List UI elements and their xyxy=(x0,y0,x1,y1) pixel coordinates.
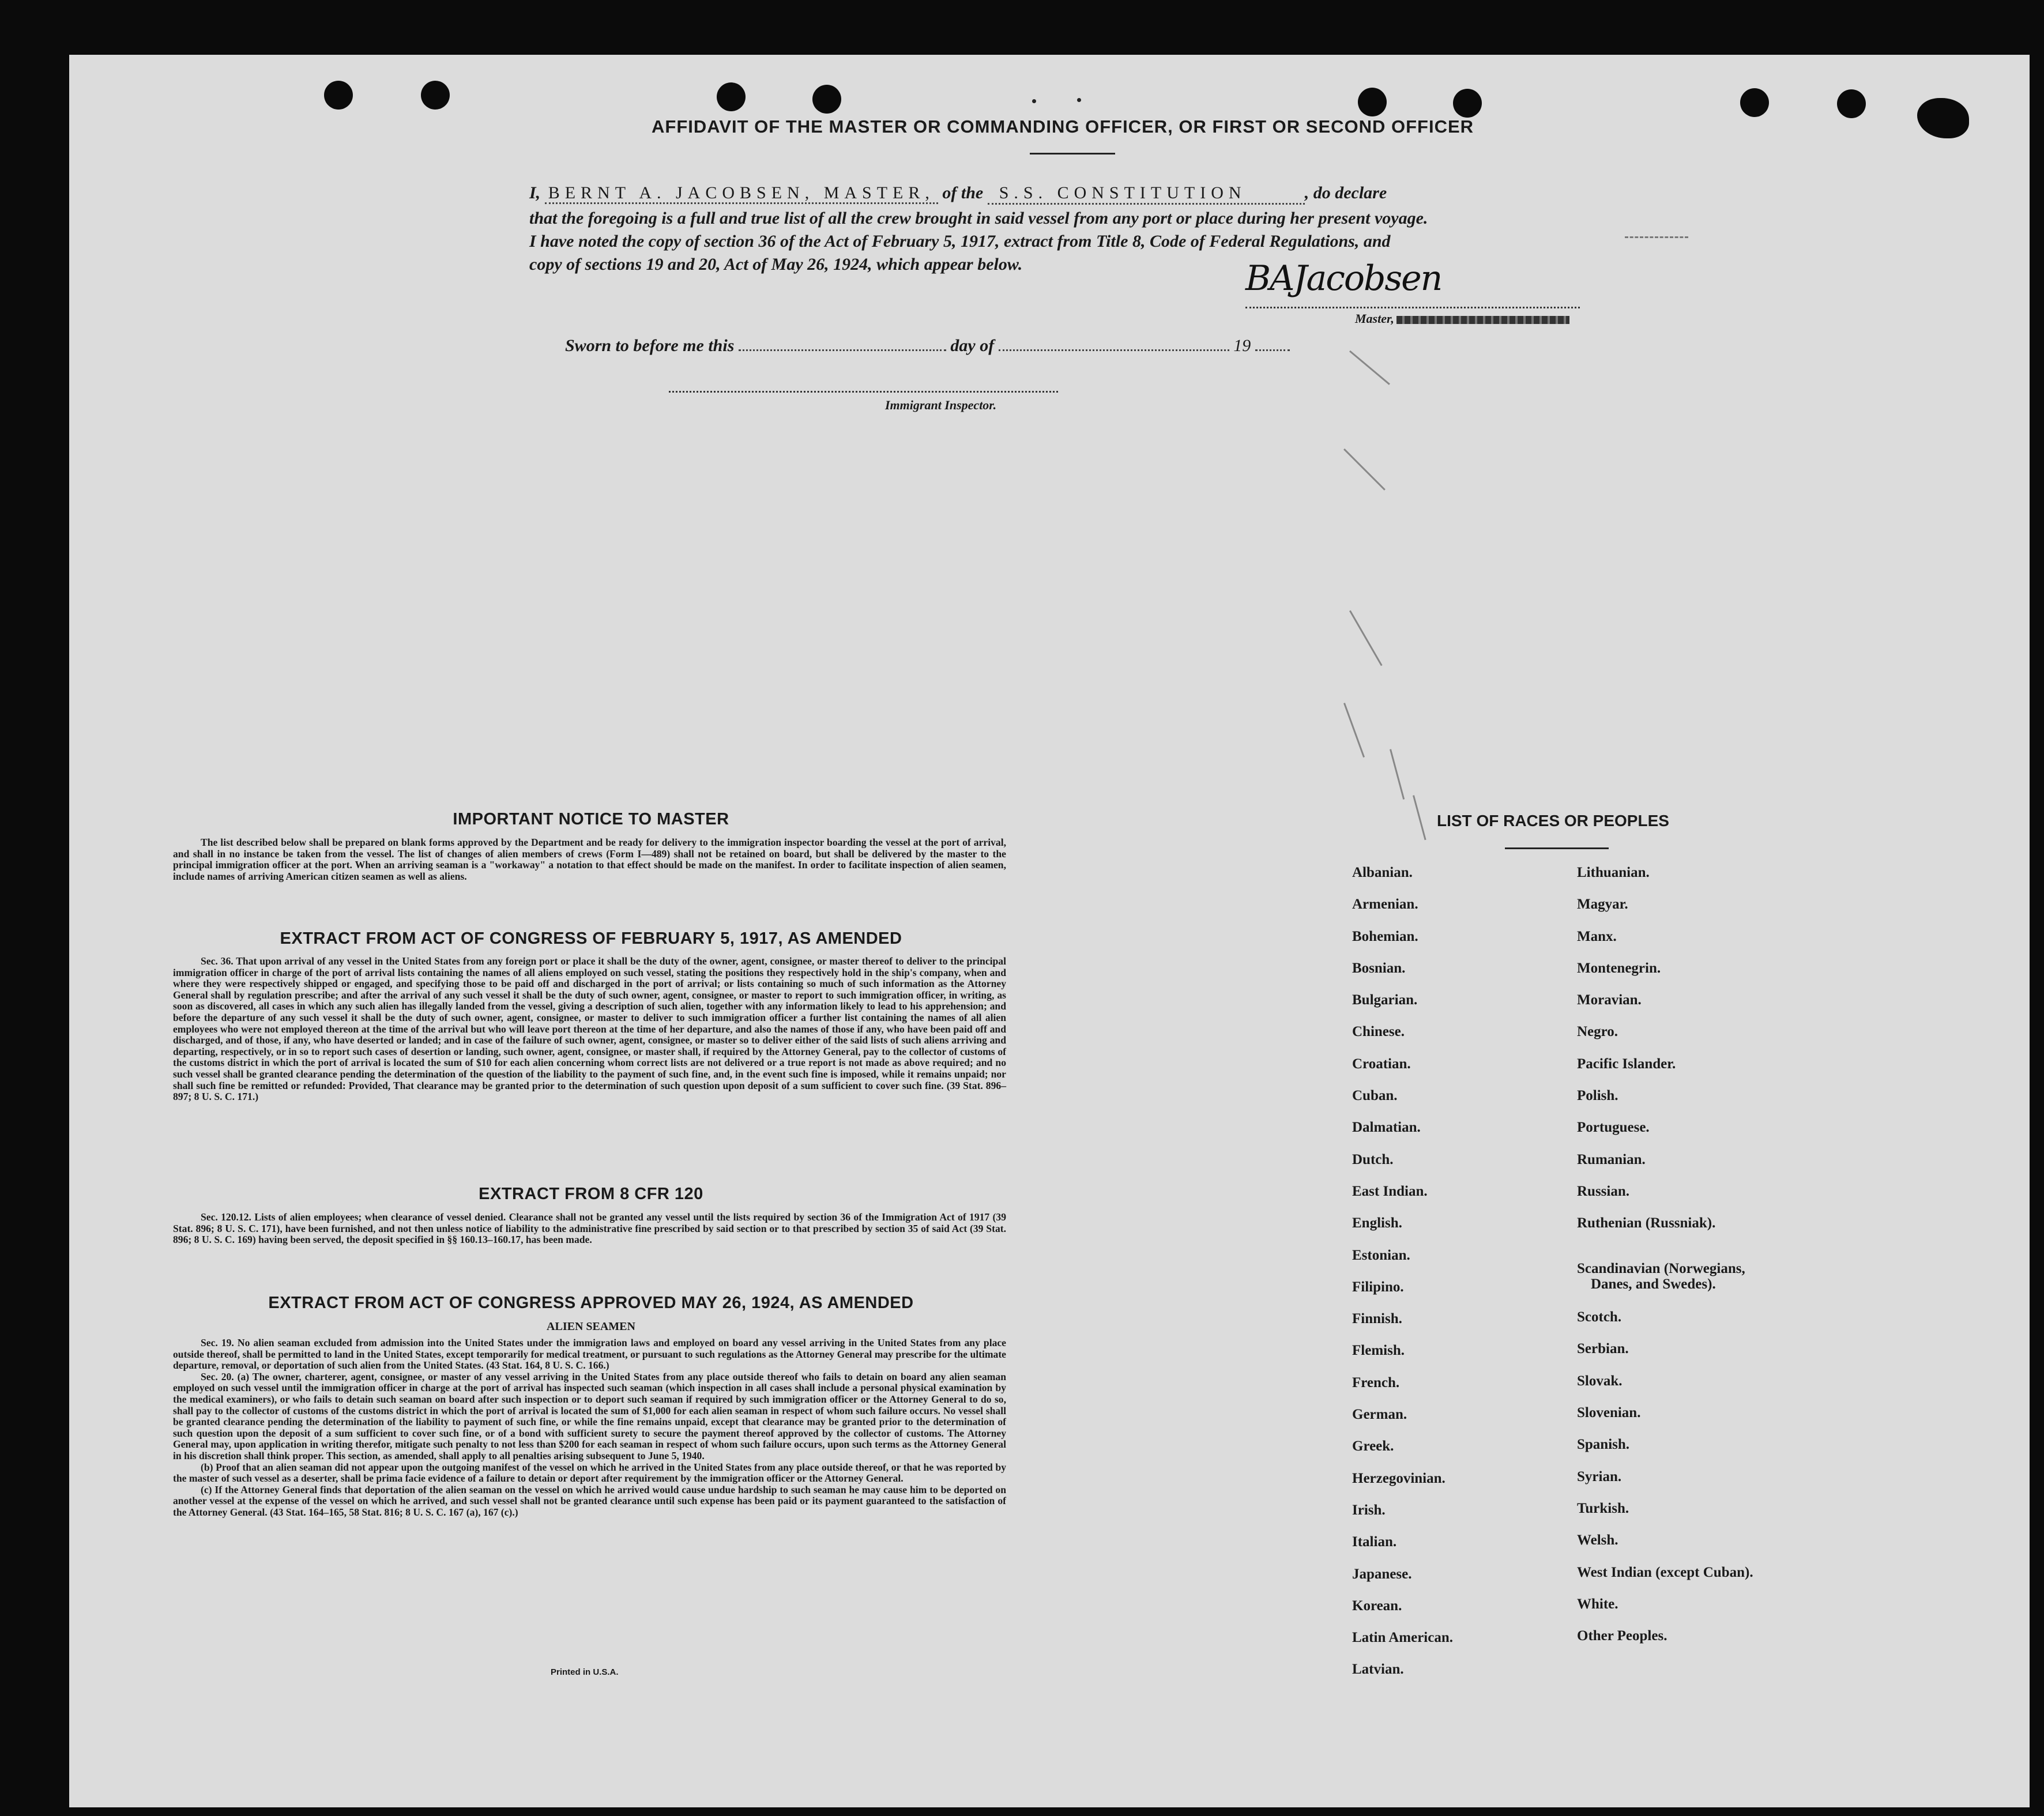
affidavit-of-the: of the xyxy=(942,183,984,202)
sworn-date-field xyxy=(739,349,946,351)
vessel-name-field: S.S. CONSTITUTION xyxy=(988,183,1305,205)
race-item: English. xyxy=(1352,1215,1402,1231)
notice-body xyxy=(173,837,1006,882)
races-title-underline xyxy=(1505,847,1609,849)
race-item: Greek. xyxy=(1352,1438,1394,1455)
section-20a-paragraph: Sec. 20. (a) The owner, charterer, agent, consignee, or master of any vessel arriving in the United States from any place outside thereof who fails to detain on board any alien seaman employed on such vessel until the immigration officer in charge at the port of arrival has inspected such seaman (which inspection in all cases shall include a personal physical examination by the medical examiners), or who fails to detain such seaman on board after such inspection or to deport such seaman if required by such immigration officer or the Attorney General to do so, shall pay to the collector of customs of the customs district in which the port of arrival is located the sum of $1,000 for each alien seaman in respect of whom such failure occurs. No vessel shall be granted clearance pending the determination of the liability to payment of such fine, or while the fine remains unpaid, except that clearance may be granted prior to the determination of such question upon the deposit of a sum sufficient to cover such fine, or of a bond with sufficient surety to secure the payment thereof approved by the collector of customs. The Attorney General may, upon application in writing therefor, mitigate such penalty to not less than $200 for each seaman in respect of whom such failure occurs, upon such terms as the Attorney General in his discretion shall think proper. This section, as amended, shall apply to all penalties arising subsequent to June 5, 1940. xyxy=(173,1370,1006,1461)
race-item: Herzegovinian. xyxy=(1352,1470,1446,1486)
races-column-1 xyxy=(1352,865,1453,1694)
race-item: Bohemian. xyxy=(1352,928,1418,944)
extract-8cfr-title: EXTRACT FROM 8 CFR 120 xyxy=(479,1185,703,1203)
race-item: East Indian. xyxy=(1352,1183,1428,1199)
race-item: Dalmatian. xyxy=(1352,1120,1421,1136)
extract-8cfr-body xyxy=(173,1212,1006,1246)
race-item: Dutch. xyxy=(1352,1151,1394,1167)
race-item: Moravian. xyxy=(1577,992,1642,1008)
race-item: Polish. xyxy=(1577,1088,1618,1104)
section-36-paragraph: Sec. 36. That upon arrival of any vessel in the United States from any foreign port or place it shall be the duty of the owner, agent, consignee, or master thereof to deliver to the principal immigration officer in charge of the port of arrival lists containing the names of all aliens employed on such vessel, stating the positions they respectively hold in the ship's company, when and where they were respectively shipped or engaged, and specifying those to be paid off and discharged in the port of arrival; or lists containing so much of such information as the Attorney General shall by regulation prescribe; and after the arrival of any such vessel it shall be the duty of such owner, agent, consignee, or master to report to such immigration officer, in writing, as soon as discovered, all cases in which any such alien has illegally landed from the vessel, giving a description of such alien, together with any information likely to lead to his apprehension; and before the departure of any such vessel it shall be the duty of such owner, agent, consignee, or master to deliver to such immigration officer a further list containing the names of all alien employees who were not employed thereon at the time of the arrival but who will leave port thereon at the time of her departure, and also the names of those if any, who have been paid off and discharged, and of those, if any, who have deserted or landed; and in case of the failure of such owner, agent, consignee, or master so to deliver either of the said lists of such aliens arriving and departing, respectively, or in so to report such cases of desertion or landing, such owner, agent, consignee, or master shall, if required by the Attorney General, pay to the collector of customs of the customs district in which the port of arrival is located the sum of $10 for each alien concerning whom correct lists are not delivered or a true report is not made as above required; and no such vessel shall be granted clearance pending the determination of the question of the liability to the payment of such fine, and, in the event such fine is imposed, while it remains unpaid; nor shall such fine be remitted or refunded: Provided, That clearance may be granted prior to the determination of such question upon deposit of a sum sufficient to cover such fine. (39 Stat. 896–897; 8 U. S. C. 171.) xyxy=(173,955,1006,1103)
race-item: Scotch. xyxy=(1577,1309,1622,1325)
signature-line xyxy=(1245,307,1580,308)
race-item: Ruthenian (Russniak). xyxy=(1577,1215,1716,1231)
affidavit-prefix: I, xyxy=(529,183,541,202)
year-label: 19 xyxy=(1233,336,1251,355)
race-item: Chinese. xyxy=(1352,1024,1405,1040)
sworn-line xyxy=(565,336,1290,356)
race-item: Spanish. xyxy=(1577,1437,1630,1453)
inspector-caption: Immigrant Inspector. xyxy=(885,398,997,412)
extract-1917-title: EXTRACT FROM ACT OF CONGRESS OF FEBRUARY 5, 1917, AS AMENDED xyxy=(280,929,902,948)
race-item: Negro. xyxy=(1577,1024,1618,1040)
affidavit-line-2: that the foregoing is a full and true list of all the crew brought in said vessel from any port or place during her present voyage. xyxy=(529,209,1428,228)
affidavit-title: AFFIDAVIT OF THE MASTER OR COMMANDING OFFICER, OR FIRST OR SECOND OFFICER xyxy=(652,116,1474,137)
punch-hole xyxy=(1740,88,1769,117)
race-item-continued: Danes, and Swedes). xyxy=(1591,1276,1716,1292)
printed-in-usa: Printed in U.S.A. xyxy=(551,1667,619,1677)
race-item: Pacific Islander. xyxy=(1577,1056,1676,1072)
ink-speck xyxy=(1032,99,1036,103)
master-name-field: BERNT A. JACOBSEN, MASTER, xyxy=(545,183,938,204)
race-item: Scandinavian (Norwegians, xyxy=(1577,1260,1745,1276)
race-item: Armenian. xyxy=(1352,896,1418,913)
punch-hole xyxy=(421,81,450,110)
master-signature: BAJacobsen xyxy=(1245,258,1442,299)
race-item: Serbian. xyxy=(1577,1341,1629,1357)
punch-hole xyxy=(1837,89,1866,118)
race-item: Bosnian. xyxy=(1352,960,1406,976)
race-item: Irish. xyxy=(1352,1502,1386,1518)
struck-out-text xyxy=(1396,316,1569,324)
race-item: Montenegrin. xyxy=(1577,960,1661,976)
section-120-12-paragraph: Sec. 120.12. Lists of alien employees; when clearance of vessel denied. Clearance shall not be granted any vessel until the lists required by section 36 of the Immigration Act of 1917 (39 Stat. 896; 8 U. S. C. 171), have been furnished, and not then unless notice of liability to the administrative fine prescribed by said section or to that prescribed by section 35 of said Act (39 Stat. 896; 8 U. S. C. 169) having been served, the deposit specified in §§ 160.13–160.17, has been made. xyxy=(173,1211,1006,1246)
section-20c-paragraph: (c) If the Attorney General finds that deportation of the alien seaman on the vessel on which he arrived would cause undue hardship to such seaman he may cause him to be deported on another vessel at the expense of the vessel on which he arrived, and such vessel shall not be granted clearance until such expense has been paid or its payment guaranteed to the satisfaction of the Attorney General. (43 Stat. 164–165, 58 Stat. 816; 8 U. S. C. 167 (a), 167 (c).) xyxy=(173,1483,1006,1518)
race-item: German. xyxy=(1352,1407,1407,1423)
extract-1924-body xyxy=(173,1337,1006,1519)
signature-caption xyxy=(1355,311,1569,326)
extract-1917-body xyxy=(173,956,1006,1103)
do-declare-text: , do declare xyxy=(1304,183,1387,202)
sworn-prefix: Sworn to before me this xyxy=(565,336,735,355)
punch-hole xyxy=(717,82,746,111)
race-item: Portuguese. xyxy=(1577,1120,1650,1136)
race-item: Russian. xyxy=(1577,1183,1630,1199)
race-item: Bulgarian. xyxy=(1352,992,1418,1008)
section-19-paragraph: Sec. 19. No alien seaman excluded from admission into the United States under the immigration laws and employed on board any vessel arriving in the United States from any place outside thereof, shall be permitted to land in the United States, except temporarily for medical treatment, or pursuant to such regulations as the Attorney General may prescribe for the ultimate departure, removal, or deportation of such alien from the United States. (43 Stat. 164, 8 U. S. C. 166.) xyxy=(173,1337,1006,1372)
punch-hole xyxy=(324,81,353,110)
race-item: Slovenian. xyxy=(1577,1405,1641,1421)
race-item: Rumanian. xyxy=(1577,1151,1646,1167)
affidavit-line-3: I have noted the copy of section 36 of the Act of February 5, 1917, extract from Title 8, Code of Federal Regulations, and xyxy=(529,232,1391,251)
inspector-signature-line xyxy=(669,391,1058,393)
master-caption: Master, xyxy=(1355,311,1394,326)
race-item: Latin American. xyxy=(1352,1630,1453,1646)
race-item: Cuban. xyxy=(1352,1088,1398,1104)
section-20b-paragraph: (b) Proof that an alien seaman did not appear upon the outgoing manifest of the vessel on which he arrived in the United States from any place outside thereof, or that he was reported by the master of such vessel as a deserter, shall be prima facie evidence of a failure to detain or deport after requirement by the immigration officer or the Attorney General. xyxy=(173,1461,1006,1485)
punch-hole xyxy=(812,85,841,114)
affidavit-line-4: copy of sections 19 and 20, Act of May 26, 1924, which appear below. xyxy=(529,255,1023,274)
race-item: Other Peoples. xyxy=(1577,1628,1667,1644)
race-item: Japanese. xyxy=(1352,1566,1412,1582)
race-item: Syrian. xyxy=(1577,1468,1622,1485)
race-item: Slovak. xyxy=(1577,1373,1623,1389)
race-item: Latvian. xyxy=(1352,1661,1404,1678)
race-item: Filipino. xyxy=(1352,1279,1404,1295)
race-item: Manx. xyxy=(1577,928,1617,944)
race-item: Magyar. xyxy=(1577,896,1628,913)
race-item: Korean. xyxy=(1352,1598,1402,1614)
race-item: Turkish. xyxy=(1577,1500,1629,1516)
day-of-label: day of xyxy=(950,336,995,355)
sworn-year-field xyxy=(1255,349,1290,351)
extract-1924-title: EXTRACT FROM ACT OF CONGRESS APPROVED MAY 26, 1924, AS AMENDED xyxy=(268,1294,914,1312)
race-item: Croatian. xyxy=(1352,1056,1411,1072)
alien-seamen-subtitle: ALIEN SEAMEN xyxy=(547,1320,635,1333)
race-item: Italian. xyxy=(1352,1534,1397,1550)
affidavit-line-1 xyxy=(529,183,1387,205)
notice-title: IMPORTANT NOTICE TO MASTER xyxy=(453,810,729,828)
race-item: Albanian. xyxy=(1352,865,1413,880)
race-item: West Indian (except Cuban). xyxy=(1577,1564,1753,1580)
notice-paragraph: The list described below shall be prepared on blank forms approved by the Department and be ready for delivery to the immigration inspector boarding the vessel at the port of arrival, and shall in no instance be taken from the vessel. The list of changes of alien members of crews (Form I—489) shall not be retained on board, but shall be delivered by the master to the principal immigration officer at the port. When an arriving seaman is a "workaway" a notation to that effect should be made on the manifest. In order to facilitate inspection of alien seamen, include names of arriving American citizen seamen as well as aliens. xyxy=(173,837,1006,882)
punch-hole xyxy=(1358,88,1387,116)
race-item: Estonian. xyxy=(1352,1247,1410,1263)
race-item: Lithuanian. xyxy=(1577,865,1650,880)
race-item: French. xyxy=(1352,1374,1400,1391)
races-column-2 xyxy=(1577,865,1753,1660)
sworn-month-field xyxy=(999,349,1229,351)
title-underline xyxy=(1030,153,1115,155)
race-item: Finnish. xyxy=(1352,1311,1402,1327)
race-item: Flemish. xyxy=(1352,1343,1405,1359)
ink-speck xyxy=(1077,98,1081,102)
race-item: White. xyxy=(1577,1596,1618,1612)
punch-hole xyxy=(1453,89,1482,118)
margin-dashes xyxy=(1625,236,1688,238)
race-item: Welsh. xyxy=(1577,1532,1618,1549)
races-title: LIST OF RACES OR PEOPLES xyxy=(1437,812,1669,830)
